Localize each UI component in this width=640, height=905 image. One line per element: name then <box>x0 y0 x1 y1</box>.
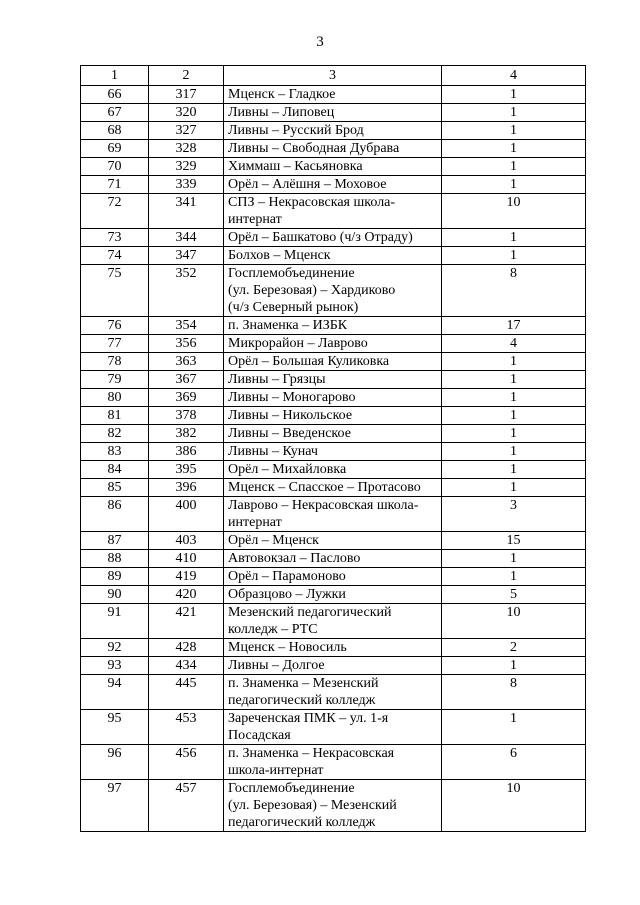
route-name-line: Госплемобъединение <box>228 781 355 796</box>
row-number-cell: 84 <box>81 461 149 479</box>
vehicle-count-cell: 2 <box>442 639 586 657</box>
table-row <box>81 604 586 639</box>
vehicle-count-cell: 1 <box>442 229 586 247</box>
route-name-line: Микрорайон – Лаврово <box>228 336 368 351</box>
route-name-line: Образцово – Лужки <box>228 587 346 602</box>
table-row <box>81 122 586 140</box>
route-name-cell <box>224 710 442 745</box>
row-number-cell: 70 <box>81 158 149 176</box>
route-number-cell: 420 <box>149 586 224 604</box>
row-number-cell: 67 <box>81 104 149 122</box>
row-number-cell: 87 <box>81 532 149 550</box>
vehicle-count-cell: 17 <box>442 317 586 335</box>
route-name-cell <box>224 353 442 371</box>
table-row <box>81 443 586 461</box>
vehicle-count-cell: 1 <box>442 158 586 176</box>
route-name-line: Химмаш – Касьяновка <box>228 159 363 174</box>
route-name-line: Ливны – Свободная Дубрава <box>228 141 400 156</box>
route-number-cell: 403 <box>149 532 224 550</box>
vehicle-count-cell: 8 <box>442 675 586 710</box>
route-name-line: п. Знаменка – ИЗБК <box>228 318 348 333</box>
route-name-cell <box>224 104 442 122</box>
route-name-cell <box>224 497 442 532</box>
route-name-cell <box>224 371 442 389</box>
route-name-line: Ливны – Моногарово <box>228 390 356 405</box>
route-name-cell <box>224 461 442 479</box>
table-row <box>81 657 586 675</box>
route-name-cell <box>224 443 442 461</box>
row-number-cell: 81 <box>81 407 149 425</box>
route-number-cell: 419 <box>149 568 224 586</box>
row-number-cell: 76 <box>81 317 149 335</box>
route-name-line: Ливны – Русский Брод <box>228 123 364 138</box>
route-name-line: Лаврово – Некрасовская школа- <box>228 498 419 513</box>
table-header-row <box>81 66 586 86</box>
row-number-cell: 94 <box>81 675 149 710</box>
table-row <box>81 140 586 158</box>
route-name-cell <box>224 675 442 710</box>
row-number-cell: 69 <box>81 140 149 158</box>
vehicle-count-cell: 8 <box>442 265 586 317</box>
row-number-cell: 77 <box>81 335 149 353</box>
route-number-cell: 400 <box>149 497 224 532</box>
route-name-cell <box>224 425 442 443</box>
table-row <box>81 317 586 335</box>
route-number-cell: 445 <box>149 675 224 710</box>
vehicle-count-cell: 1 <box>442 568 586 586</box>
route-name-cell <box>224 176 442 194</box>
vehicle-count-cell: 1 <box>442 407 586 425</box>
route-name-line: Орёл – Мценск <box>228 533 319 548</box>
row-number-cell: 83 <box>81 443 149 461</box>
table-row <box>81 532 586 550</box>
vehicle-count-cell: 1 <box>442 122 586 140</box>
vehicle-count-cell: 1 <box>442 479 586 497</box>
route-name-line: Болхов – Мценск <box>228 248 331 263</box>
route-name-line: Мценск – Спасское – Протасово <box>228 480 421 495</box>
row-number-cell: 85 <box>81 479 149 497</box>
route-number-cell: 367 <box>149 371 224 389</box>
route-number-cell: 341 <box>149 194 224 229</box>
route-number-cell: 421 <box>149 604 224 639</box>
table-row <box>81 639 586 657</box>
route-name-line: п. Знаменка – Мезенский <box>228 676 379 691</box>
route-number-cell: 339 <box>149 176 224 194</box>
row-number-cell: 72 <box>81 194 149 229</box>
row-number-cell: 74 <box>81 247 149 265</box>
vehicle-count-cell: 1 <box>442 550 586 568</box>
row-number-cell: 93 <box>81 657 149 675</box>
table-row <box>81 104 586 122</box>
header-cell-3: 3 <box>224 66 442 86</box>
route-number-cell: 320 <box>149 104 224 122</box>
route-name-cell <box>224 550 442 568</box>
vehicle-count-cell: 5 <box>442 586 586 604</box>
row-number-cell: 80 <box>81 389 149 407</box>
route-number-cell: 352 <box>149 265 224 317</box>
vehicle-count-cell: 10 <box>442 604 586 639</box>
route-number-cell: 453 <box>149 710 224 745</box>
route-number-cell: 363 <box>149 353 224 371</box>
route-name-cell <box>224 586 442 604</box>
row-number-cell: 88 <box>81 550 149 568</box>
route-name-cell <box>224 86 442 104</box>
table-row <box>81 780 586 832</box>
header-cell-2: 2 <box>149 66 224 86</box>
route-name-cell <box>224 122 442 140</box>
table-row <box>81 710 586 745</box>
table-row <box>81 194 586 229</box>
table-row <box>81 550 586 568</box>
route-name-line: СПЗ – Некрасовская школа- <box>228 195 396 210</box>
route-name-line: интернат <box>228 515 282 530</box>
route-name-line: Ливны – Долгое <box>228 658 325 673</box>
table-row <box>81 745 586 780</box>
routes-table-body <box>81 66 586 832</box>
route-name-line: школа-интернат <box>228 763 324 778</box>
route-name-cell <box>224 407 442 425</box>
route-number-cell: 317 <box>149 86 224 104</box>
vehicle-count-cell: 1 <box>442 461 586 479</box>
vehicle-count-cell: 1 <box>442 710 586 745</box>
route-name-line: Мценск – Гладкое <box>228 87 336 102</box>
table-row <box>81 479 586 497</box>
route-name-line: (ул. Березовая) – Хардиково <box>228 283 396 298</box>
routes-table <box>80 65 586 832</box>
row-number-cell: 73 <box>81 229 149 247</box>
route-number-cell: 457 <box>149 780 224 832</box>
vehicle-count-cell: 1 <box>442 371 586 389</box>
route-name-cell <box>224 604 442 639</box>
route-name-cell <box>224 568 442 586</box>
route-number-cell: 428 <box>149 639 224 657</box>
route-name-line: Мезенский педагогический <box>228 605 392 620</box>
route-name-cell <box>224 194 442 229</box>
vehicle-count-cell: 3 <box>442 497 586 532</box>
page-number: 3 <box>316 34 324 50</box>
route-name-cell <box>224 335 442 353</box>
route-name-cell <box>224 479 442 497</box>
route-number-cell: 369 <box>149 389 224 407</box>
route-name-line: п. Знаменка – Некрасовская <box>228 746 395 761</box>
route-name-line: Ливны – Введенское <box>228 426 351 441</box>
route-name-line: педагогический колледж <box>228 815 376 830</box>
row-number-cell: 79 <box>81 371 149 389</box>
vehicle-count-cell: 10 <box>442 194 586 229</box>
route-name-line: интернат <box>228 212 282 227</box>
route-name-cell <box>224 247 442 265</box>
table-row <box>81 497 586 532</box>
row-number-cell: 82 <box>81 425 149 443</box>
route-name-cell <box>224 265 442 317</box>
route-name-line: Ливны – Липовец <box>228 105 335 120</box>
route-number-cell: 386 <box>149 443 224 461</box>
table-row <box>81 568 586 586</box>
row-number-cell: 75 <box>81 265 149 317</box>
route-name-cell <box>224 780 442 832</box>
table-row <box>81 86 586 104</box>
route-name-line: Автовокзал – Паслово <box>228 551 361 566</box>
route-name-line: Орёл – Парамоново <box>228 569 346 584</box>
vehicle-count-cell: 1 <box>442 389 586 407</box>
route-name-line: Орёл – Михайловка <box>228 462 347 477</box>
route-number-cell: 395 <box>149 461 224 479</box>
route-number-cell: 396 <box>149 479 224 497</box>
table-row <box>81 353 586 371</box>
table-row <box>81 335 586 353</box>
table-row <box>81 371 586 389</box>
route-number-cell: 344 <box>149 229 224 247</box>
route-name-line: (ул. Березовая) – Мезенский <box>228 798 397 813</box>
vehicle-count-cell: 10 <box>442 780 586 832</box>
vehicle-count-cell: 1 <box>442 443 586 461</box>
route-name-cell <box>224 657 442 675</box>
route-name-line: Орёл – Алёшня – Моховое <box>228 177 387 192</box>
route-number-cell: 329 <box>149 158 224 176</box>
table-row <box>81 158 586 176</box>
row-number-cell: 78 <box>81 353 149 371</box>
row-number-cell: 91 <box>81 604 149 639</box>
route-number-cell: 378 <box>149 407 224 425</box>
vehicle-count-cell: 1 <box>442 657 586 675</box>
route-number-cell: 328 <box>149 140 224 158</box>
route-number-cell: 327 <box>149 122 224 140</box>
route-number-cell: 356 <box>149 335 224 353</box>
vehicle-count-cell: 1 <box>442 247 586 265</box>
vehicle-count-cell: 1 <box>442 425 586 443</box>
route-name-line: Орёл – Башкатово (ч/з Отраду) <box>228 230 413 245</box>
vehicle-count-cell: 6 <box>442 745 586 780</box>
row-number-cell: 71 <box>81 176 149 194</box>
table-row <box>81 461 586 479</box>
route-number-cell: 410 <box>149 550 224 568</box>
route-name-line: Посадская <box>228 728 291 743</box>
table-row <box>81 407 586 425</box>
route-name-line: Орёл – Большая Куликовка <box>228 354 390 369</box>
header-cell-4: 4 <box>442 66 586 86</box>
row-number-cell: 66 <box>81 86 149 104</box>
route-name-line: Ливны – Кунач <box>228 444 318 459</box>
route-name-line: колледж – РТС <box>228 622 318 637</box>
route-number-cell: 456 <box>149 745 224 780</box>
route-name-cell <box>224 317 442 335</box>
row-number-cell: 92 <box>81 639 149 657</box>
route-name-line: Ливны – Грязцы <box>228 372 326 387</box>
route-name-line: педагогический колледж <box>228 693 376 708</box>
route-name-cell <box>224 639 442 657</box>
route-name-line: Ливны – Никольское <box>228 408 353 423</box>
header-cell-1: 1 <box>81 66 149 86</box>
vehicle-count-cell: 1 <box>442 353 586 371</box>
vehicle-count-cell: 1 <box>442 140 586 158</box>
route-name-cell <box>224 229 442 247</box>
row-number-cell: 90 <box>81 586 149 604</box>
route-name-line: Госплемобъединение <box>228 266 355 281</box>
route-number-cell: 382 <box>149 425 224 443</box>
route-name-line: (ч/з Северный рынок) <box>228 300 359 315</box>
vehicle-count-cell: 1 <box>442 104 586 122</box>
route-number-cell: 347 <box>149 247 224 265</box>
table-row <box>81 675 586 710</box>
row-number-cell: 97 <box>81 780 149 832</box>
route-number-cell: 354 <box>149 317 224 335</box>
route-number-cell: 434 <box>149 657 224 675</box>
table-row <box>81 425 586 443</box>
vehicle-count-cell: 1 <box>442 86 586 104</box>
vehicle-count-cell: 1 <box>442 176 586 194</box>
route-name-cell <box>224 140 442 158</box>
row-number-cell: 89 <box>81 568 149 586</box>
row-number-cell: 86 <box>81 497 149 532</box>
route-name-line: Мценск – Новосиль <box>228 640 347 655</box>
route-name-cell <box>224 158 442 176</box>
table-row <box>81 229 586 247</box>
row-number-cell: 95 <box>81 710 149 745</box>
route-name-line: Зареченская ПМК – ул. 1-я <box>228 711 389 726</box>
table-row <box>81 265 586 317</box>
table-row <box>81 389 586 407</box>
row-number-cell: 96 <box>81 745 149 780</box>
table-row <box>81 176 586 194</box>
vehicle-count-cell: 15 <box>442 532 586 550</box>
table-row <box>81 586 586 604</box>
vehicle-count-cell: 4 <box>442 335 586 353</box>
row-number-cell: 68 <box>81 122 149 140</box>
route-name-cell <box>224 389 442 407</box>
table-row <box>81 247 586 265</box>
route-name-cell <box>224 745 442 780</box>
route-name-cell <box>224 532 442 550</box>
